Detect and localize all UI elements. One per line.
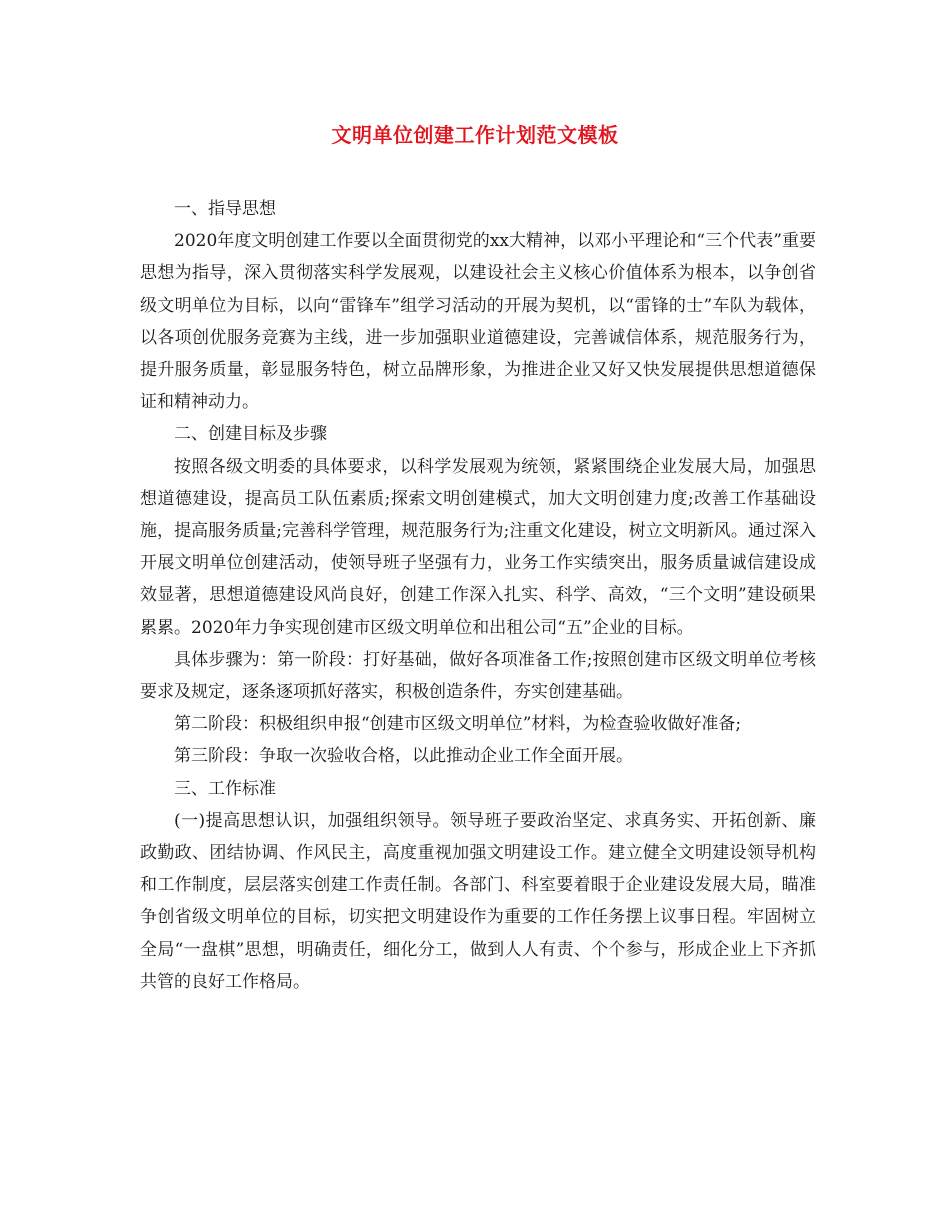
section-heading-guiding-ideology: 一、指导思想 — [174, 199, 276, 219]
section-heading-goals-steps: 二、创建目标及步骤 — [174, 424, 327, 445]
paragraph-stage-three: 第三阶段：争取一次验收合格，以此推动企业工作全面开展。 — [174, 746, 633, 767]
section-heading-work-standards: 三、工作标准 — [174, 778, 276, 799]
paragraph-steps-stage-one: 具体步骤为：第一阶段：打好基础，做好各项准备工作;按照创建市区级文明单位考核要求及规定，逐条逐项抓好落实，积极创造条件，夯实创建基础。 — [140, 649, 816, 703]
document-body — [140, 193, 816, 998]
document-title: 文明单位创建工作计划范文模板 — [331, 123, 619, 147]
paragraph-stage-two: 第二阶段：积极组织申报“创建市区级文明单位”材料，为检查验收做好准备; — [174, 714, 742, 735]
paragraph-guiding-ideology: 2020年度文明创建工作要以全面贯彻党的xx大精神，以邓小平理论和“三个代表”重要思想为指导，深入贯彻落实科学发展观，以建设社会主义核心价值体系为根本，以争创省级文明单位为目标，以向“雷锋车”组学习活动的开展为契机，以“雷锋的士”车队为载体，以各项创优服务竞赛为主线，进一步加强职业道德建设，完善诚信体系，规范服务行为，提升服务质量，彰显服务特色，树立品牌形象，为推进企业又好又快发展提供思想道德保证和精神动力。 — [140, 231, 816, 413]
paragraph-goals: 按照各级文明委的具体要求，以科学发展观为统领，紧紧围绕企业发展大局，加强思想道德建设，提高员工队伍素质;探索文明创建模式，加大文明创建力度;改善工作基础设施，提高服务质量;完善科学管理，规范服务行为;注重文化建设，树立文明新风。通过深入开展文明单位创建活动，使领导班子坚强有力，业务工作实绩突出，服务质量诚信建设成效显著，思想道德建设风尚良好，创建工作深入扎实、科学、高效，“三个文明”建设硕果累累。2020年力争实现创建市区级文明单位和出租公司“五”企业的目标。 — [140, 456, 816, 638]
paragraph-standard-one: (一)提高思想认识，加强组织领导。领导班子要政治坚定、求真务实、开拓创新、廉政勤政、团结协调、作风民主，高度重视加强文明建设工作。建立健全文明建设领导机构和工作制度，层层落实创建工作责任制。各部门、科室要着眼于企业建设发展大局，瞄准争创省级文明单位的目标，切实把文明建设作为重要的工作任务摆上议事日程。牢固树立全局“一盘棋”思想，明确责任，细化分工，做到人人有责、个个参与，形成企业上下齐抓共管的良好工作格局。 — [140, 810, 816, 992]
